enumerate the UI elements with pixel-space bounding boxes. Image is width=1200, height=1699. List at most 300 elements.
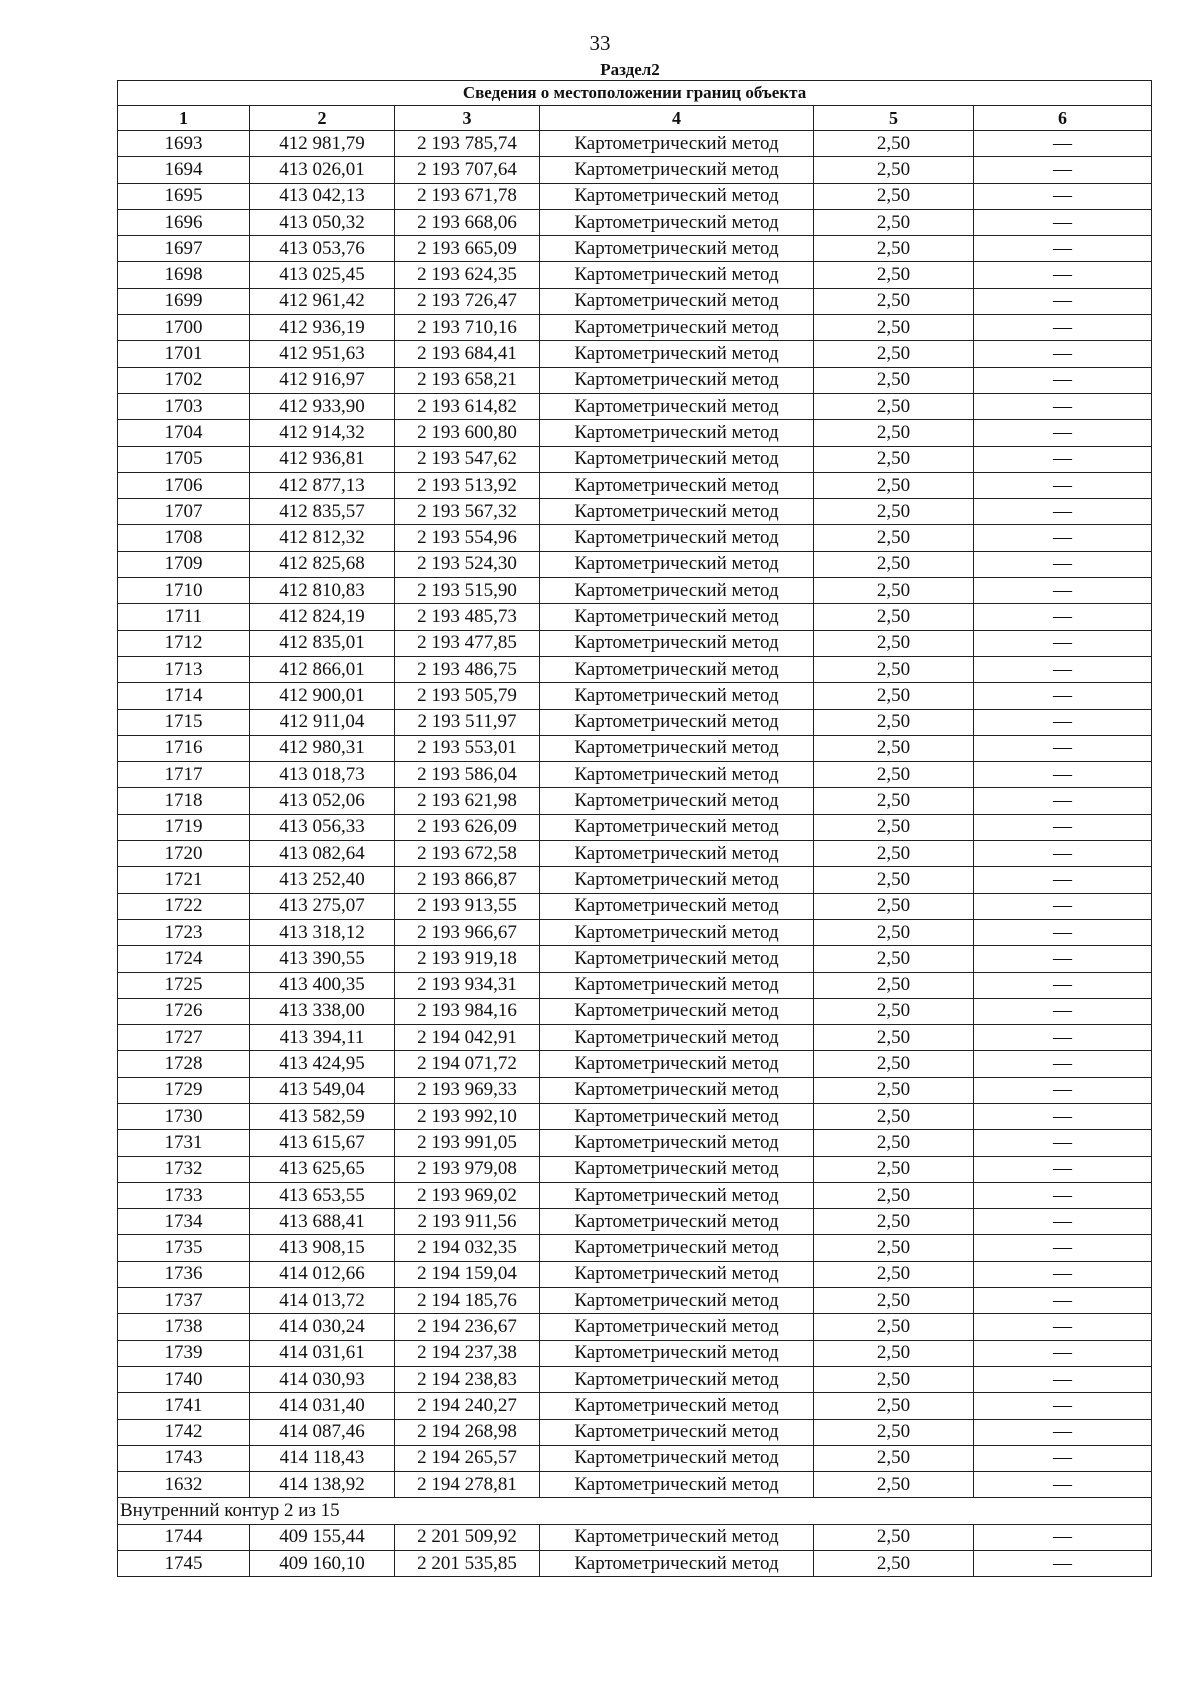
table-row (118, 183, 1152, 209)
method-cell: Картометрический метод (540, 1340, 814, 1366)
table-row (118, 1366, 1152, 1392)
method-cell: Картометрический метод (540, 1077, 814, 1103)
method-cell: Картометрический метод (540, 1524, 814, 1550)
table-row (118, 1314, 1152, 1340)
table-row (118, 315, 1152, 341)
x-coordinate-cell: 412 825,68 (250, 551, 395, 577)
accuracy-cell: 2,50 (814, 1077, 974, 1103)
method-cell: Картометрический метод (540, 420, 814, 446)
table-row (118, 1393, 1152, 1419)
note-cell: — (974, 1235, 1152, 1261)
note-cell: — (974, 972, 1152, 998)
point-number-cell: 1709 (118, 551, 250, 577)
method-cell: Картометрический метод (540, 946, 814, 972)
y-coordinate-cell: 2 193 726,47 (395, 288, 540, 314)
method-cell: Картометрический метод (540, 288, 814, 314)
point-number-cell: 1716 (118, 735, 250, 761)
table-row (118, 1419, 1152, 1445)
y-coordinate-cell: 2 193 567,32 (395, 499, 540, 525)
method-cell: Картометрический метод (540, 1551, 814, 1577)
x-coordinate-cell: 412 914,32 (250, 420, 395, 446)
table-row (118, 656, 1152, 682)
method-cell: Картометрический метод (540, 367, 814, 393)
y-coordinate-cell: 2 193 513,92 (395, 472, 540, 498)
note-cell: — (974, 288, 1152, 314)
point-number-cell: 1733 (118, 1182, 250, 1208)
y-coordinate-cell: 2 194 032,35 (395, 1235, 540, 1261)
accuracy-cell: 2,50 (814, 735, 974, 761)
point-number-cell: 1735 (118, 1235, 250, 1261)
x-coordinate-cell: 414 087,46 (250, 1419, 395, 1445)
accuracy-cell: 2,50 (814, 499, 974, 525)
point-number-cell: 1703 (118, 393, 250, 419)
x-coordinate-cell: 413 082,64 (250, 841, 395, 867)
accuracy-cell: 2,50 (814, 919, 974, 945)
method-cell: Картометрический метод (540, 893, 814, 919)
y-coordinate-cell: 2 193 553,01 (395, 735, 540, 761)
table-row (118, 499, 1152, 525)
note-cell: — (974, 1340, 1152, 1366)
accuracy-cell: 2,50 (814, 1025, 974, 1051)
y-coordinate-cell: 2 193 547,62 (395, 446, 540, 472)
method-cell: Картометрический метод (540, 972, 814, 998)
note-cell: — (974, 1288, 1152, 1314)
table-row (118, 1103, 1152, 1129)
x-coordinate-cell: 412 835,57 (250, 499, 395, 525)
point-number-cell: 1738 (118, 1314, 250, 1340)
point-number-cell: 1732 (118, 1156, 250, 1182)
method-cell: Картометрический метод (540, 604, 814, 630)
point-number-cell: 1719 (118, 814, 250, 840)
y-coordinate-cell: 2 193 624,35 (395, 262, 540, 288)
note-cell: — (974, 1314, 1152, 1340)
method-cell: Картометрический метод (540, 630, 814, 656)
y-coordinate-cell: 2 193 485,73 (395, 604, 540, 630)
x-coordinate-cell: 412 810,83 (250, 578, 395, 604)
y-coordinate-cell: 2 193 600,80 (395, 420, 540, 446)
point-number-cell: 1729 (118, 1077, 250, 1103)
y-coordinate-cell: 2 193 992,10 (395, 1103, 540, 1129)
method-cell: Картометрический метод (540, 735, 814, 761)
y-coordinate-cell: 2 193 991,05 (395, 1130, 540, 1156)
x-coordinate-cell: 413 424,95 (250, 1051, 395, 1077)
note-cell: — (974, 472, 1152, 498)
point-number-cell: 1721 (118, 867, 250, 893)
accuracy-cell: 2,50 (814, 709, 974, 735)
accuracy-cell: 2,50 (814, 841, 974, 867)
x-coordinate-cell: 412 933,90 (250, 393, 395, 419)
accuracy-cell: 2,50 (814, 1524, 974, 1550)
table-body (118, 131, 1152, 1577)
y-coordinate-cell: 2 193 984,16 (395, 998, 540, 1024)
y-coordinate-cell: 2 193 658,21 (395, 367, 540, 393)
point-number-cell: 1717 (118, 762, 250, 788)
x-coordinate-cell: 413 625,65 (250, 1156, 395, 1182)
point-number-cell: 1744 (118, 1524, 250, 1550)
table-row (118, 1156, 1152, 1182)
accuracy-cell: 2,50 (814, 183, 974, 209)
note-cell: — (974, 1077, 1152, 1103)
x-coordinate-cell: 412 900,01 (250, 683, 395, 709)
x-coordinate-cell: 412 961,42 (250, 288, 395, 314)
method-cell: Картометрический метод (540, 1419, 814, 1445)
y-coordinate-cell: 2 201 509,92 (395, 1524, 540, 1550)
y-coordinate-cell: 2 193 505,79 (395, 683, 540, 709)
note-cell: — (974, 131, 1152, 157)
accuracy-cell: 2,50 (814, 367, 974, 393)
accuracy-cell: 2,50 (814, 393, 974, 419)
contour-label: Внутренний контур 2 из 15 (118, 1498, 1152, 1524)
accuracy-cell: 2,50 (814, 1340, 974, 1366)
point-number-cell: 1706 (118, 472, 250, 498)
x-coordinate-cell: 412 866,01 (250, 656, 395, 682)
y-coordinate-cell: 2 193 785,74 (395, 131, 540, 157)
y-coordinate-cell: 2 193 515,90 (395, 578, 540, 604)
table-row (118, 972, 1152, 998)
method-cell: Картометрический метод (540, 1235, 814, 1261)
point-number-cell: 1731 (118, 1130, 250, 1156)
note-cell: — (974, 919, 1152, 945)
note-cell: — (974, 788, 1152, 814)
method-cell: Картометрический метод (540, 683, 814, 709)
accuracy-cell: 2,50 (814, 1130, 974, 1156)
accuracy-cell: 2,50 (814, 1314, 974, 1340)
x-coordinate-cell: 413 026,01 (250, 157, 395, 183)
note-cell: — (974, 1209, 1152, 1235)
x-coordinate-cell: 412 835,01 (250, 630, 395, 656)
accuracy-cell: 2,50 (814, 157, 974, 183)
y-coordinate-cell: 2 194 159,04 (395, 1261, 540, 1287)
method-cell: Картометрический метод (540, 867, 814, 893)
note-cell: — (974, 867, 1152, 893)
table-row (118, 1182, 1152, 1208)
table-row (118, 420, 1152, 446)
table-row (118, 1340, 1152, 1366)
method-cell: Картометрический метод (540, 1261, 814, 1287)
note-cell: — (974, 1025, 1152, 1051)
y-coordinate-cell: 2 193 486,75 (395, 656, 540, 682)
table-row (118, 288, 1152, 314)
x-coordinate-cell: 413 053,76 (250, 236, 395, 262)
y-coordinate-cell: 2 193 614,82 (395, 393, 540, 419)
table-row (118, 683, 1152, 709)
y-coordinate-cell: 2 193 665,09 (395, 236, 540, 262)
accuracy-cell: 2,50 (814, 1445, 974, 1471)
x-coordinate-cell: 413 615,67 (250, 1130, 395, 1156)
x-coordinate-cell: 413 688,41 (250, 1209, 395, 1235)
method-cell: Картометрический метод (540, 1025, 814, 1051)
x-coordinate-cell: 412 981,79 (250, 131, 395, 157)
point-number-cell: 1736 (118, 1261, 250, 1287)
point-number-cell: 1697 (118, 236, 250, 262)
table-title-row (118, 81, 1152, 106)
note-cell: — (974, 499, 1152, 525)
y-coordinate-cell: 2 193 979,08 (395, 1156, 540, 1182)
method-cell: Картометрический метод (540, 183, 814, 209)
x-coordinate-cell: 413 025,45 (250, 262, 395, 288)
accuracy-cell: 2,50 (814, 131, 974, 157)
column-header: 6 (974, 106, 1152, 131)
accuracy-cell: 2,50 (814, 262, 974, 288)
point-number-cell: 1740 (118, 1366, 250, 1392)
point-number-cell: 1718 (118, 788, 250, 814)
accuracy-cell: 2,50 (814, 1156, 974, 1182)
accuracy-cell: 2,50 (814, 1209, 974, 1235)
accuracy-cell: 2,50 (814, 288, 974, 314)
x-coordinate-cell: 414 138,92 (250, 1472, 395, 1498)
method-cell: Картометрический метод (540, 131, 814, 157)
note-cell: — (974, 1472, 1152, 1498)
point-number-cell: 1699 (118, 288, 250, 314)
accuracy-cell: 2,50 (814, 683, 974, 709)
note-cell: — (974, 1130, 1152, 1156)
point-number-cell: 1720 (118, 841, 250, 867)
table-row (118, 946, 1152, 972)
method-cell: Картометрический метод (540, 157, 814, 183)
table-row (118, 735, 1152, 761)
table-row (118, 1077, 1152, 1103)
accuracy-cell: 2,50 (814, 1235, 974, 1261)
x-coordinate-cell: 414 118,43 (250, 1445, 395, 1471)
column-header: 3 (395, 106, 540, 131)
note-cell: — (974, 1445, 1152, 1471)
y-coordinate-cell: 2 193 511,97 (395, 709, 540, 735)
x-coordinate-cell: 413 908,15 (250, 1235, 395, 1261)
x-coordinate-cell: 414 030,24 (250, 1314, 395, 1340)
method-cell: Картометрический метод (540, 788, 814, 814)
y-coordinate-cell: 2 194 237,38 (395, 1340, 540, 1366)
note-cell: — (974, 814, 1152, 840)
table-row (118, 814, 1152, 840)
point-number-cell: 1701 (118, 341, 250, 367)
table-row (118, 841, 1152, 867)
x-coordinate-cell: 413 338,00 (250, 998, 395, 1024)
method-cell: Картометрический метод (540, 578, 814, 604)
method-cell: Картометрический метод (540, 551, 814, 577)
x-coordinate-cell: 413 042,13 (250, 183, 395, 209)
note-cell: — (974, 236, 1152, 262)
x-coordinate-cell: 409 155,44 (250, 1524, 395, 1550)
point-number-cell: 1698 (118, 262, 250, 288)
method-cell: Картометрический метод (540, 1103, 814, 1129)
method-cell: Картометрический метод (540, 525, 814, 551)
note-cell: — (974, 656, 1152, 682)
table-row (118, 604, 1152, 630)
contour-row (118, 1498, 1152, 1524)
table-row (118, 551, 1152, 577)
column-header: 2 (250, 106, 395, 131)
note-cell: — (974, 262, 1152, 288)
x-coordinate-cell: 412 916,97 (250, 367, 395, 393)
table-row (118, 262, 1152, 288)
table-row (118, 1288, 1152, 1314)
table-row (118, 367, 1152, 393)
table-row (118, 446, 1152, 472)
point-number-cell: 1730 (118, 1103, 250, 1129)
point-number-cell: 1694 (118, 157, 250, 183)
accuracy-cell: 2,50 (814, 972, 974, 998)
table-row (118, 341, 1152, 367)
accuracy-cell: 2,50 (814, 1182, 974, 1208)
y-coordinate-cell: 2 194 238,83 (395, 1366, 540, 1392)
point-number-cell: 1726 (118, 998, 250, 1024)
x-coordinate-cell: 413 318,12 (250, 919, 395, 945)
method-cell: Картометрический метод (540, 1445, 814, 1471)
x-coordinate-cell: 413 653,55 (250, 1182, 395, 1208)
x-coordinate-cell: 413 018,73 (250, 762, 395, 788)
x-coordinate-cell: 412 936,81 (250, 446, 395, 472)
note-cell: — (974, 315, 1152, 341)
y-coordinate-cell: 2 193 672,58 (395, 841, 540, 867)
table-row (118, 630, 1152, 656)
note-cell: — (974, 578, 1152, 604)
method-cell: Картометрический метод (540, 341, 814, 367)
y-coordinate-cell: 2 193 554,96 (395, 525, 540, 551)
method-cell: Картометрический метод (540, 499, 814, 525)
x-coordinate-cell: 413 390,55 (250, 946, 395, 972)
accuracy-cell: 2,50 (814, 525, 974, 551)
accuracy-cell: 2,50 (814, 656, 974, 682)
accuracy-cell: 2,50 (814, 946, 974, 972)
x-coordinate-cell: 414 013,72 (250, 1288, 395, 1314)
point-number-cell: 1695 (118, 183, 250, 209)
method-cell: Картометрический метод (540, 1209, 814, 1235)
method-cell: Картометрический метод (540, 814, 814, 840)
accuracy-cell: 2,50 (814, 867, 974, 893)
y-coordinate-cell: 2 193 671,78 (395, 183, 540, 209)
accuracy-cell: 2,50 (814, 1366, 974, 1392)
x-coordinate-cell: 412 911,04 (250, 709, 395, 735)
table-title: Сведения о местоположении границ объекта (118, 81, 1152, 106)
table-row (118, 893, 1152, 919)
table-row (118, 1261, 1152, 1287)
accuracy-cell: 2,50 (814, 893, 974, 919)
y-coordinate-cell: 2 193 911,56 (395, 1209, 540, 1235)
note-cell: — (974, 1551, 1152, 1577)
y-coordinate-cell: 2 193 913,55 (395, 893, 540, 919)
table-row (118, 1235, 1152, 1261)
point-number-cell: 1722 (118, 893, 250, 919)
y-coordinate-cell: 2 194 265,57 (395, 1445, 540, 1471)
note-cell: — (974, 157, 1152, 183)
note-cell: — (974, 630, 1152, 656)
note-cell: — (974, 1051, 1152, 1077)
table-row (118, 1472, 1152, 1498)
x-coordinate-cell: 414 031,40 (250, 1393, 395, 1419)
point-number-cell: 1708 (118, 525, 250, 551)
y-coordinate-cell: 2 194 071,72 (395, 1051, 540, 1077)
accuracy-cell: 2,50 (814, 578, 974, 604)
table-row (118, 472, 1152, 498)
accuracy-cell: 2,50 (814, 1551, 974, 1577)
y-coordinate-cell: 2 193 621,98 (395, 788, 540, 814)
table-row (118, 709, 1152, 735)
table-row (118, 525, 1152, 551)
point-number-cell: 1715 (118, 709, 250, 735)
method-cell: Картометрический метод (540, 1314, 814, 1340)
accuracy-cell: 2,50 (814, 1393, 974, 1419)
column-number-row (118, 106, 1152, 131)
method-cell: Картометрический метод (540, 446, 814, 472)
accuracy-cell: 2,50 (814, 814, 974, 840)
point-number-cell: 1723 (118, 919, 250, 945)
table-row (118, 1025, 1152, 1051)
method-cell: Картометрический метод (540, 393, 814, 419)
accuracy-cell: 2,50 (814, 420, 974, 446)
y-coordinate-cell: 2 193 969,33 (395, 1077, 540, 1103)
point-number-cell: 1711 (118, 604, 250, 630)
point-number-cell: 1737 (118, 1288, 250, 1314)
table-row (118, 1209, 1152, 1235)
table-row (118, 1524, 1152, 1550)
accuracy-cell: 2,50 (814, 1103, 974, 1129)
x-coordinate-cell: 413 582,59 (250, 1103, 395, 1129)
y-coordinate-cell: 2 194 278,81 (395, 1472, 540, 1498)
note-cell: — (974, 1156, 1152, 1182)
table-row (118, 867, 1152, 893)
table-row (118, 157, 1152, 183)
accuracy-cell: 2,50 (814, 315, 974, 341)
y-coordinate-cell: 2 193 969,02 (395, 1182, 540, 1208)
method-cell: Картометрический метод (540, 1130, 814, 1156)
y-coordinate-cell: 2 193 668,06 (395, 209, 540, 235)
method-cell: Картометрический метод (540, 762, 814, 788)
note-cell: — (974, 209, 1152, 235)
x-coordinate-cell: 412 980,31 (250, 735, 395, 761)
y-coordinate-cell: 2 194 240,27 (395, 1393, 540, 1419)
x-coordinate-cell: 412 812,32 (250, 525, 395, 551)
page-number: 33 (589, 31, 611, 55)
point-number-cell: 1696 (118, 209, 250, 235)
point-number-cell: 1743 (118, 1445, 250, 1471)
section-title: Раздел2 (600, 60, 660, 79)
x-coordinate-cell: 413 252,40 (250, 867, 395, 893)
note-cell: — (974, 367, 1152, 393)
note-cell: — (974, 604, 1152, 630)
method-cell: Картометрический метод (540, 1366, 814, 1392)
table-row (118, 209, 1152, 235)
note-cell: — (974, 525, 1152, 551)
note-cell: — (974, 1366, 1152, 1392)
note-cell: — (974, 420, 1152, 446)
x-coordinate-cell: 413 056,33 (250, 814, 395, 840)
note-cell: — (974, 841, 1152, 867)
y-coordinate-cell: 2 194 268,98 (395, 1419, 540, 1445)
note-cell: — (974, 998, 1152, 1024)
accuracy-cell: 2,50 (814, 236, 974, 262)
y-coordinate-cell: 2 194 185,76 (395, 1288, 540, 1314)
y-coordinate-cell: 2 193 707,64 (395, 157, 540, 183)
point-number-cell: 1702 (118, 367, 250, 393)
column-header: 5 (814, 106, 974, 131)
y-coordinate-cell: 2 194 236,67 (395, 1314, 540, 1340)
method-cell: Картометрический метод (540, 1472, 814, 1498)
accuracy-cell: 2,50 (814, 630, 974, 656)
note-cell: — (974, 709, 1152, 735)
point-number-cell: 1734 (118, 1209, 250, 1235)
method-cell: Картометрический метод (540, 656, 814, 682)
accuracy-cell: 2,50 (814, 1472, 974, 1498)
accuracy-cell: 2,50 (814, 998, 974, 1024)
x-coordinate-cell: 412 877,13 (250, 472, 395, 498)
table-row (118, 236, 1152, 262)
method-cell: Картометрический метод (540, 998, 814, 1024)
point-number-cell: 1712 (118, 630, 250, 656)
method-cell: Картометрический метод (540, 709, 814, 735)
note-cell: — (974, 762, 1152, 788)
point-number-cell: 1724 (118, 946, 250, 972)
note-cell: — (974, 551, 1152, 577)
